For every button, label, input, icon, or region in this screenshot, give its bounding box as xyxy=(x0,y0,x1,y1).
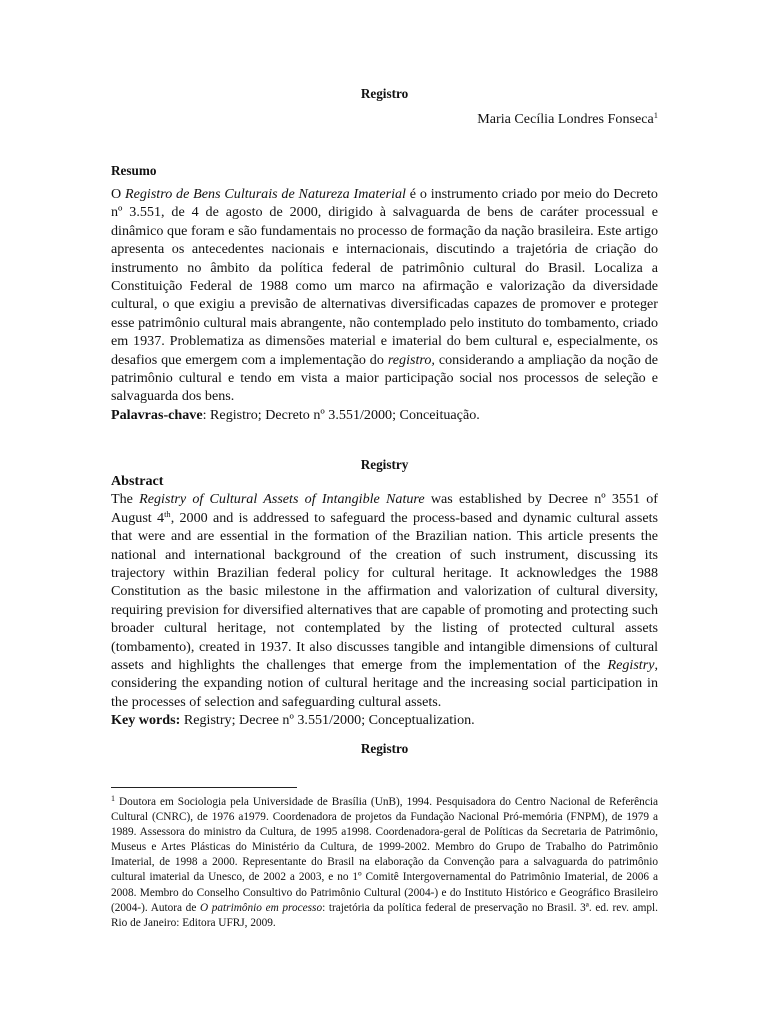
abstract-inline-italic: Registry xyxy=(607,657,655,674)
resumo-keywords-label: Palavras-chave xyxy=(111,406,203,423)
footnote-book-title: O patrimônio em processo xyxy=(199,901,323,914)
footnote-text-2: : trajetória da política federal de preservação no Brasil. 3ª. ed. rev. ampl. Rio de Janeiro: Editora UFRJ, 2009. xyxy=(111,901,659,929)
resumo-paragraph xyxy=(111,185,658,424)
abstract-title: Registry xyxy=(360,457,409,472)
footnote-divider xyxy=(111,787,297,788)
abstract-text-1: , 2000 and is addressed to safeguard the process-based and dynamic cultural assets that were and are essential in the formation of the Brazilian nation. This article presents the national and international background of the creation of such instrument, discussing its trajectory within Brazilian federal policy for cultural heritage. It acknowledges the 1988 Constitution as the basic milestone in the affirmation and valorization of cultural diversity, requiring prevision for diversified alternatives that are capable of promoting and protecting such broader cultural heritage, not contemplated by the listing of protected cultural assets (tombamento), created in 1937. It also discusses tangible and intangible dimensions of cultural assets and highlights the challenges that emerge from the implementation of the xyxy=(111,509,658,674)
abstract-keywords-label: Key words: xyxy=(111,712,181,729)
abstract-text-0: was established by Decree nº 3551 of August 4 xyxy=(111,491,658,526)
abstract-heading: Abstract xyxy=(111,473,164,489)
abstract-text-2: , considering the expanding notion of cultural heritage and the increasing social participation in the processes of selection and safeguarding cultural assets. xyxy=(111,657,658,710)
abstract-keywords: Registry; Decree nº 3.551/2000; Conceptualization. xyxy=(180,712,475,729)
abstract-sup-th: th xyxy=(164,508,171,519)
resumo-text-1: é o instrumento criado por meio do Decreto nº 3.551, de 4 de agosto de 2000, dirigido à salvaguarda de bens de caráter processual e dinâmico que foram e são fundamentais no processo de formação da nação brasileira. Este artigo apresenta os antecedentes nacionais e internacionais, discutindo a trajetória de criação do instrumento no âmbito da política federal de patrimônio cultural do Brasil. Localiza a Constituição Federal de 1988 como um marco na afirmação e valorização da diversidade cultural, o que exigiu a previsão de alternativas diversificadas capazes de promover e proteger esse patrimônio cultural mais abrangente, não contemplado pelo instituto do tombamento, criado em 1937. Problematiza as dimensões material e imaterial do bem cultural e, especialmente, os desafios que emergem com a implementação do xyxy=(111,186,658,368)
footnote-mark: 1 xyxy=(111,794,115,803)
resumo-inline-italic: registro, xyxy=(387,351,435,368)
resumo-intro-article: O xyxy=(111,186,122,202)
abstract-intro-italic: Registry of Cultural Assets of Intangible Nature xyxy=(139,491,425,508)
resumo-intro-italic: Registro de Bens Culturais de Natureza Imaterial xyxy=(125,186,406,202)
author-name: Maria Cecília Londres Fonseca xyxy=(477,111,654,127)
resumo-heading: Resumo xyxy=(111,163,157,178)
author-footnote-mark[interactable]: 1 xyxy=(653,110,658,120)
author-line xyxy=(111,111,658,128)
abstract-paragraph xyxy=(111,472,658,730)
abstract-intro-article: The xyxy=(111,491,133,508)
section-title: Registro xyxy=(360,741,409,756)
footnote xyxy=(111,795,658,931)
footnote-text-1: Doutora em Sociologia pela Universidade de Brasília (UnB), 1994. Pesquisadora do Centro Nacional de Referência Cultural (CNRC), de 1976 a1979. Coordenadora de projetos da Fundação Nacional Pró-memória (FNPM), de 1979 a 1989. Assessora do ministro da Cultura, de 1995 a1998. Coordenadora-geral de Políticas da Secretaria de Patrimônio, Museus e Artes Plásticas do Ministério da Cultura, de 1999-2002. Membro do Grupo de Trabalho do Patrimônio Imaterial, de 1998 a 2000. Representante do Brasil na elaboração da Convenção para a salvaguarda do patrimônio cultural imaterial da Unesco, de 2002 a 2003, e no 1º Comitê Intergovernamental do Patrimônio Imaterial, de 2006 a 2008. Membro do Conselho Consultivo do Patrimônio Cultural (2004-) e do Instituto Histórico e Geográfico Brasileiro (2004-). Autora de xyxy=(111,796,658,914)
page-title: Registro xyxy=(360,86,409,101)
resumo-text-2: considerando a ampliação da noção de patrimônio cultural e tendo em vista a maior participação social nos processos de seleção e salvaguarda dos bens. xyxy=(111,351,659,405)
resumo-keywords: : Registro; Decreto nº 3.551/2000; Conceituação. xyxy=(202,406,480,423)
